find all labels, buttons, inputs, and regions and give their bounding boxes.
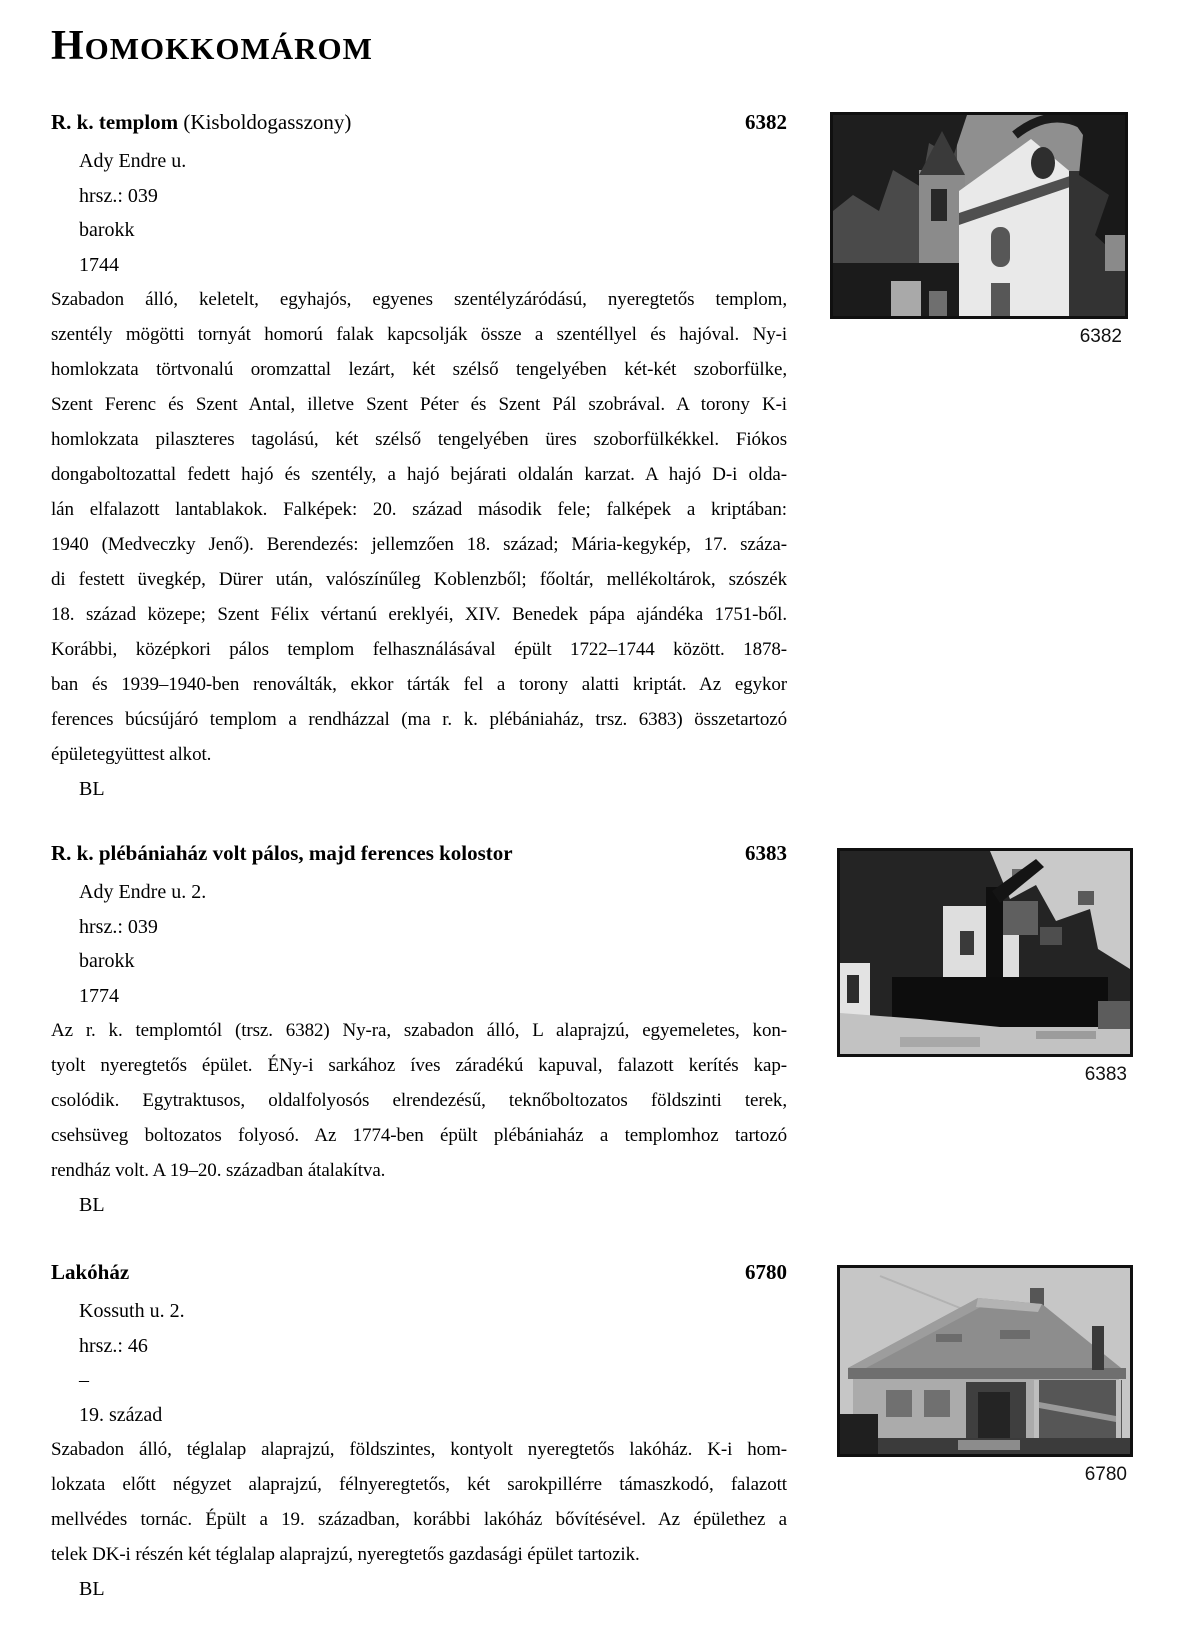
monument-entry-templom [51, 109, 787, 807]
entry-info-block [51, 144, 787, 282]
text-line: Szent Ferenc és Szent Antal, illetve Szent Péter és Szent Pál szobrával. A torony K-i [51, 394, 787, 415]
text-line: mellvédes tornác. Épült a 19. században, korábbi lakóház bővítésével. Az épülethez a [51, 1509, 787, 1530]
text-line: di festett üvegkép, Dürer után, valószínűleg Koblenzből; főoltár, mellékoltárok, szószék [51, 569, 787, 590]
entry-title-name: Lakóház [51, 1260, 130, 1284]
text-line: 19. század [79, 1403, 163, 1426]
text-line: lán elfalazott lantablakok. Falképek: 20. század második fele; falképek a kriptában: [51, 499, 787, 520]
text-line: ferences búcsújáró templom a rendházzal (ma r. k. plébániaház, trsz. 6383) összetartozó [51, 709, 787, 730]
photo-caption: 6382 [1079, 326, 1122, 347]
text-line: Az r. k. templomtól (trsz. 6382) Ny-ra, szabadon álló, L alaprajzú, egyemeletes, kon- [51, 1020, 787, 1041]
entry-author-initials: BL [79, 1578, 105, 1600]
text-line: homlokzata törtvonalú oromzattal lezárt, két szélső tengelyében két-két szoborfülke, [51, 359, 787, 380]
page-title [51, 24, 373, 71]
photo-dwelling-house [837, 1265, 1133, 1486]
text-line: rendház volt. A 19–20. században átalakítva. [51, 1160, 386, 1181]
text-line: telek DK-i részén két téglalap alaprajzú, nyeregtetős gazdasági épület tartozik. [51, 1544, 640, 1565]
text-line: 1774 [79, 984, 119, 1007]
text-line: Szabadon álló, téglalap alaprajzú, földszintes, kontyolt nyeregtetős lakóház. K-i hom- [51, 1439, 787, 1460]
text-line: 1744 [79, 253, 119, 276]
text-line: Ady Endre u. [79, 150, 187, 172]
entry-register-number: 6383 [745, 841, 787, 865]
text-line: 1940 (Medveczky Jenő). Berendezés: jellemzően 18. század; Mária-kegykép, 17. száza- [51, 534, 787, 555]
text-line: dongaboltozattal fedett hajó és szentély, a hajó bejárati oldalán karzat. A hajó D-i olda- [51, 464, 787, 485]
text-line: – [79, 1369, 89, 1391]
text-line: Szabadon álló, keletelt, egyhajós, egyenes szentélyzáródású, nyeregtetős templom, [51, 289, 787, 310]
text-line: Korábbi, középkori pálos templom felhasználásával épült 1722–1744 között. 1878- [51, 639, 787, 660]
entry-description [51, 282, 787, 772]
page-title-initial: H [51, 23, 85, 69]
entry-author-initials: BL [79, 778, 105, 800]
church-photo-illustration [833, 115, 1125, 316]
monument-entry-plebaniahaz [51, 840, 787, 1223]
photo-caption: 6383 [1084, 1064, 1127, 1085]
entry-title-row [51, 1259, 787, 1294]
photo-caption: 6780 [1084, 1464, 1127, 1485]
entry-description [51, 1432, 787, 1572]
entry-title [51, 109, 351, 138]
entry-register-number: 6780 [745, 1260, 787, 1284]
entry-title-dedication: (Kisboldogasszony) [178, 110, 352, 134]
entry-title [51, 840, 513, 869]
entry-info-block [51, 1294, 787, 1432]
entry-title-name: R. k. templom [51, 110, 179, 134]
entry-title-row [51, 840, 787, 875]
entry-author-initials: BL [79, 1194, 105, 1216]
entry-title-row [51, 109, 787, 144]
house-photo-illustration [840, 1268, 1130, 1454]
photo-frame [830, 112, 1128, 319]
entry-description [51, 1013, 787, 1188]
text-line: csolódik. Egytraktusos, oldalfolyosós elrendezésű, teknőboltozatos földszinti terek, [51, 1090, 787, 1111]
text-line: homlokzata pilaszteres tagolású, két szélső tengelyében üres szoborfülkékkel. Fiókos [51, 429, 787, 450]
photo-church [830, 112, 1128, 348]
text-line: épületegyüttest alkot. [51, 744, 212, 765]
text-line: hrsz.: 039 [79, 915, 158, 938]
text-line: tyolt nyeregtetős épület. ÉNy-i sarkához íves záradékú kapuval, falazott kerítés kap- [51, 1055, 787, 1076]
monument-entry-lakohaz [51, 1259, 787, 1607]
text-line: lokzata előtt négyzet alaprajzú, félnyeregtetős, két sarokpillérre támaszkodó, falazott [51, 1474, 787, 1495]
text-line: Ady Endre u. 2. [79, 881, 207, 903]
text-line: barokk [79, 950, 135, 972]
text-line: szentély mögötti tornyát homorú falak kapcsolják össze a szentéllyel és hajóval. Ny-i [51, 324, 787, 345]
text-line: barokk [79, 219, 135, 241]
entry-info-block [51, 875, 787, 1013]
photo-frame [837, 848, 1133, 1057]
text-line: 18. század közepe; Szent Félix vértanú ereklyéi, XIV. Benedek pápa ajándéka 1751-ből. [51, 604, 787, 625]
page-title-rest: OMOKKOMÁROM [84, 31, 373, 66]
entry-title [51, 1259, 129, 1288]
text-line: ban és 1939–1940-ben renoválták, ekkor tárták fel a torony alatti kriptát. Az egykor [51, 674, 787, 695]
entry-title-name: R. k. plébániaház volt pálos, majd ferences kolostor [51, 841, 513, 865]
photo-parsonage [837, 848, 1133, 1086]
text-line: hrsz.: 039 [79, 184, 158, 207]
entry-register-number: 6382 [745, 110, 787, 134]
text-line: csehsüveg boltozatos folyosó. Az 1774-ben épült plébániaház a templomhoz tartozó [51, 1125, 787, 1146]
photo-frame [837, 1265, 1133, 1457]
text-line: hrsz.: 46 [79, 1334, 148, 1357]
text-line: Kossuth u. 2. [79, 1300, 185, 1322]
parsonage-photo-illustration [840, 851, 1130, 1054]
